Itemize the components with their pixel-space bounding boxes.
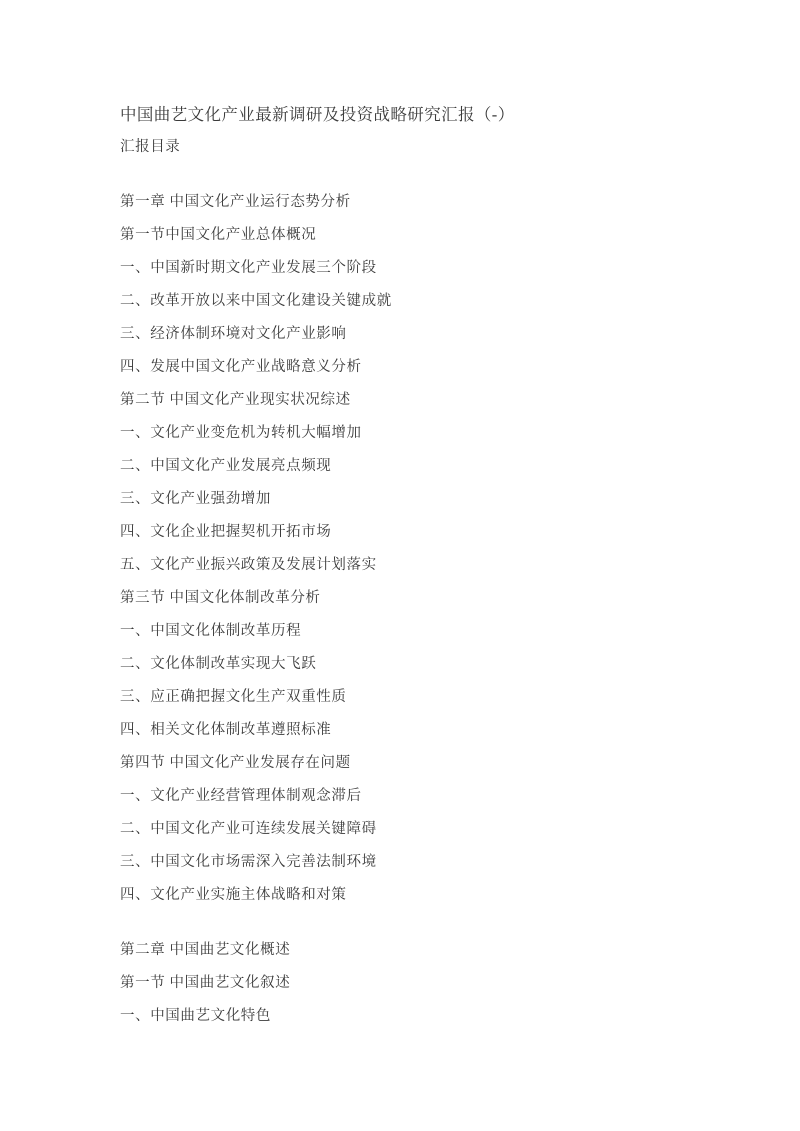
- toc-section: 第四节 中国文化产业发展存在问题: [120, 755, 351, 771]
- toc-item: 二、改革开放以来中国文化建设关键成就: [120, 293, 392, 309]
- toc-section: 第三节 中国文化体制改革分析: [120, 590, 321, 606]
- toc-item: 四、文化企业把握契机开拓市场: [120, 524, 332, 540]
- toc-item: 二、中国文化产业可连续发展关键障碍: [120, 821, 377, 837]
- toc-chapter-1: 第一章 中国文化产业运行态势分析: [120, 194, 351, 210]
- toc-item: 一、中国文化体制改革历程: [120, 623, 302, 639]
- toc-item: 一、文化产业变危机为转机大幅增加: [120, 425, 362, 441]
- toc-heading: 汇报目录: [120, 139, 181, 155]
- toc-section: 第一节中国文化产业总体概况: [120, 227, 317, 243]
- toc-item: 一、中国新时期文化产业发展三个阶段: [120, 260, 377, 276]
- toc-item: 三、应正确把握文化生产双重性质: [120, 689, 347, 705]
- toc-item: 三、中国文化市场需深入完善法制环境: [120, 854, 377, 870]
- report-title: 中国曲艺文化产业最新调研及投资战略研究汇报（-）: [120, 104, 515, 124]
- toc-item: 四、文化产业实施主体战略和对策: [120, 887, 347, 903]
- toc-item: 四、发展中国文化产业战略意义分析: [120, 359, 362, 375]
- toc-item: 四、相关文化体制改革遵照标准: [120, 722, 332, 738]
- toc-item: 一、文化产业经营管理体制观念滞后: [120, 788, 362, 804]
- toc-section: 第二节 中国文化产业现实状况综述: [120, 392, 351, 408]
- toc-item: 三、文化产业强劲增加: [120, 491, 271, 507]
- toc-item: 二、文化体制改革实现大飞跃: [120, 656, 317, 672]
- toc-section: 第一节 中国曲艺文化叙述: [120, 975, 291, 991]
- toc-chapter-2: 第二章 中国曲艺文化概述: [120, 942, 291, 958]
- blank-line: [120, 162, 740, 184]
- toc-item: 三、经济体制环境对文化产业影响: [120, 326, 347, 342]
- blank-line: [120, 910, 740, 932]
- toc-item: 二、中国文化产业发展亮点频现: [120, 458, 332, 474]
- toc-item: 一、中国曲艺文化特色: [120, 1008, 271, 1024]
- toc-item: 五、文化产业振兴政策及发展计划落实: [120, 557, 377, 573]
